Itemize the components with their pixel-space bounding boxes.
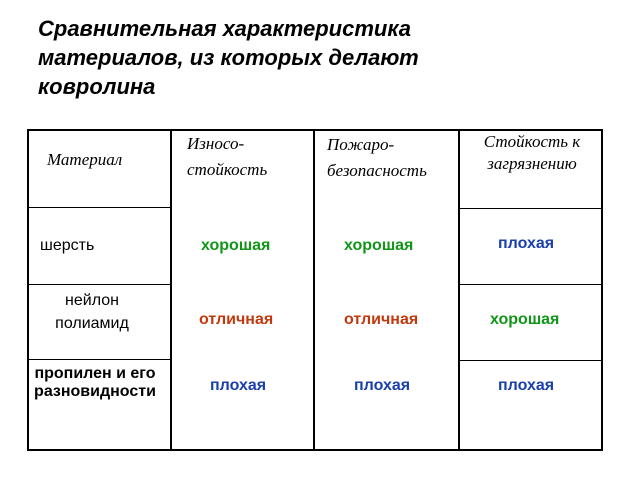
header-wear-resistance: Износо-стойкость xyxy=(187,134,268,179)
page-title: Сравнительная характеристика материалов, из которых делают ковролина xyxy=(38,16,419,99)
column-divider xyxy=(458,129,460,451)
value-fire-nylon: отличная xyxy=(344,311,419,328)
column-divider xyxy=(313,129,315,451)
value-fire-wool: хорошая xyxy=(344,237,414,254)
row-divider xyxy=(458,284,603,285)
value-wear-nylon: отличная xyxy=(199,311,274,328)
row-divider xyxy=(27,359,170,360)
row-divider xyxy=(458,360,603,361)
column-divider xyxy=(170,129,172,451)
row-material-nylon: нейлон полиамид xyxy=(55,292,129,332)
header-dirt-resistance: Стойкость к загрязнению xyxy=(483,132,581,173)
row-divider xyxy=(27,207,170,208)
value-fire-propylene: плохая xyxy=(354,377,411,394)
row-divider xyxy=(458,208,603,209)
row-divider xyxy=(27,284,170,285)
value-wear-wool: хорошая xyxy=(201,237,271,254)
header-material: Материал xyxy=(47,150,123,169)
value-dirt-propylene: плохая xyxy=(498,377,555,394)
header-fire-safety: Пожаро-безопасность xyxy=(327,135,427,180)
value-dirt-wool: плохая xyxy=(498,235,555,252)
comparison-table xyxy=(27,129,603,451)
row-material-propylene: пропилен и его разновидности xyxy=(34,365,156,400)
row-material-wool: шерсть xyxy=(40,237,95,254)
value-dirt-nylon: хорошая xyxy=(490,311,560,328)
value-wear-propylene: плохая xyxy=(210,377,267,394)
